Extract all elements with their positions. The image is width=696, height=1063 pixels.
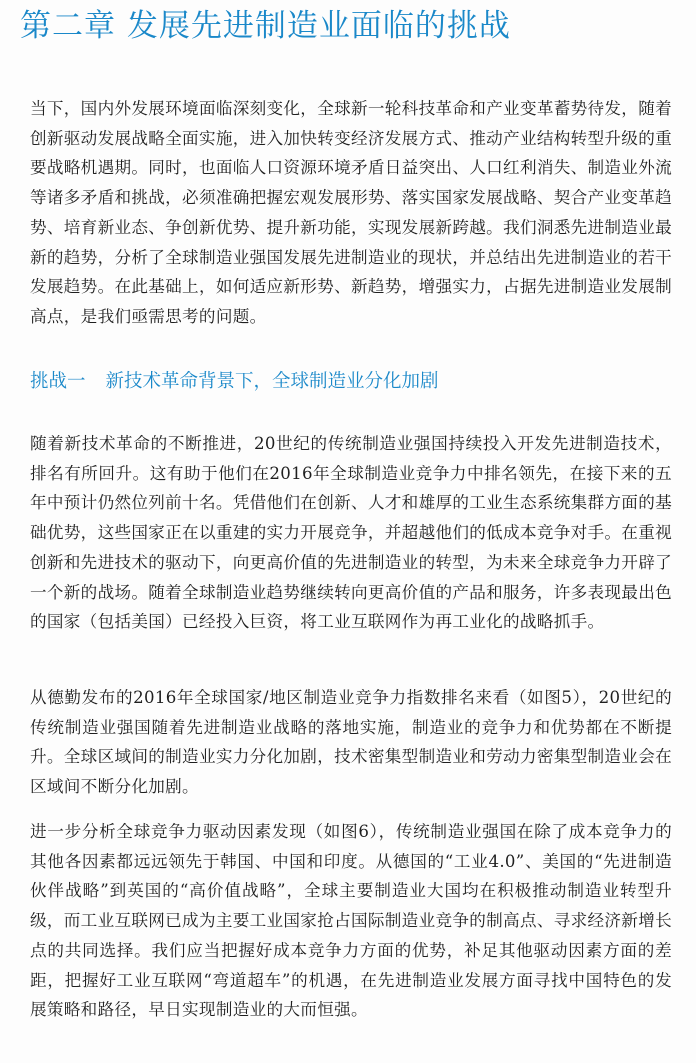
chapter-title: 第二章 发展先进制造业面临的挑战 <box>20 8 511 44</box>
body-paragraph: 进一步分析全球竞争力驱动因素发现（如图6），传统制造业强国在除了成本竞争力的其他各因素都远远领先于韩国、中国和印度。从德国的“工业4.0”、美国的“先进制造伙伴战略”到英国的“高价值战略”，全球主要制造业大国均在积极推动制造业转型升级，而工业互联网已成为主要工业国家抢占国际制造业竞争的制高点、寻求经济新增长点的共同选择。我们应当把握好成本竞争力方面的优势，补足其他驱动因素方面的差距，把握好工业互联网“弯道超车”的机遇，在先进制造业发展方面寻找中国特色的发展策略和路径，早日实现制造业的大而恒强。 <box>30 822 672 1020</box>
section-label: 挑战一 <box>30 371 86 392</box>
section-title: 新技术革命背景下，全球制造业分化加剧 <box>105 371 439 392</box>
intro-paragraph: 当下，国内外发展环境面临深刻变化，全球新一轮科技革命和产业变革蓄势待发，随着创新驱动发展战略全面实施，进入加快转变经济发展方式、推动产业结构转型升级的重要战略机遇期。同时，也面临人口资源环境矛盾日益突出、人口红利消失、制造业外流等诸多矛盾和挑战，必须准确把握宏观发展形势、落实国家发展战略、契合产业变革趋势、培育新业态、争创新优势、提升新功能，实现发展新跨越。我们洞悉先进制造业最新的趋势，分析了全球制造业强国发展先进制造业的现状，并总结出先进制造业的若干发展趋势。在此基础上，如何适应新形势、新趋势，增强实力，占据先进制造业发展制高点，是我们亟需思考的问题。 <box>30 99 672 326</box>
body-paragraph: 从德勤发布的2016年全球国家/地区制造业竞争力指数排名来看（如图5），20世纪的传统制造业强国随着先进制造业战略的落地实施，制造业的竞争力和优势都在不断提升。全球区域间的制造业实力分化加剧，技术密集型制造业和劳动力密集型制造业会在区域间不断分化加剧。 <box>30 688 672 797</box>
body-paragraph: 随着新技术革命的不断推进，20世纪的传统制造业强国持续投入开发先进制造技术，排名有所回升。这有助于他们在2016年全球制造业竞争力中排名领先，在接下来的五年中预计仍然位列前十名。凭借他们在创新、人才和雄厚的工业生态系统集群方面的基础优势，这些国家正在以重建的实力开展竞争，并超越他们的低成本竞争对手。在重视创新和先进技术的驱动下，向更高价值的先进制造业的转型，为未来全球竞争力开辟了一个新的战场。随着全球制造业趋势继续转向更高价值的产品和服务，许多表现最出色的国家（包括美国）已经投入巨资，将工业互联网作为再工业化的战略抓手。 <box>30 434 672 632</box>
section-heading <box>30 366 672 398</box>
